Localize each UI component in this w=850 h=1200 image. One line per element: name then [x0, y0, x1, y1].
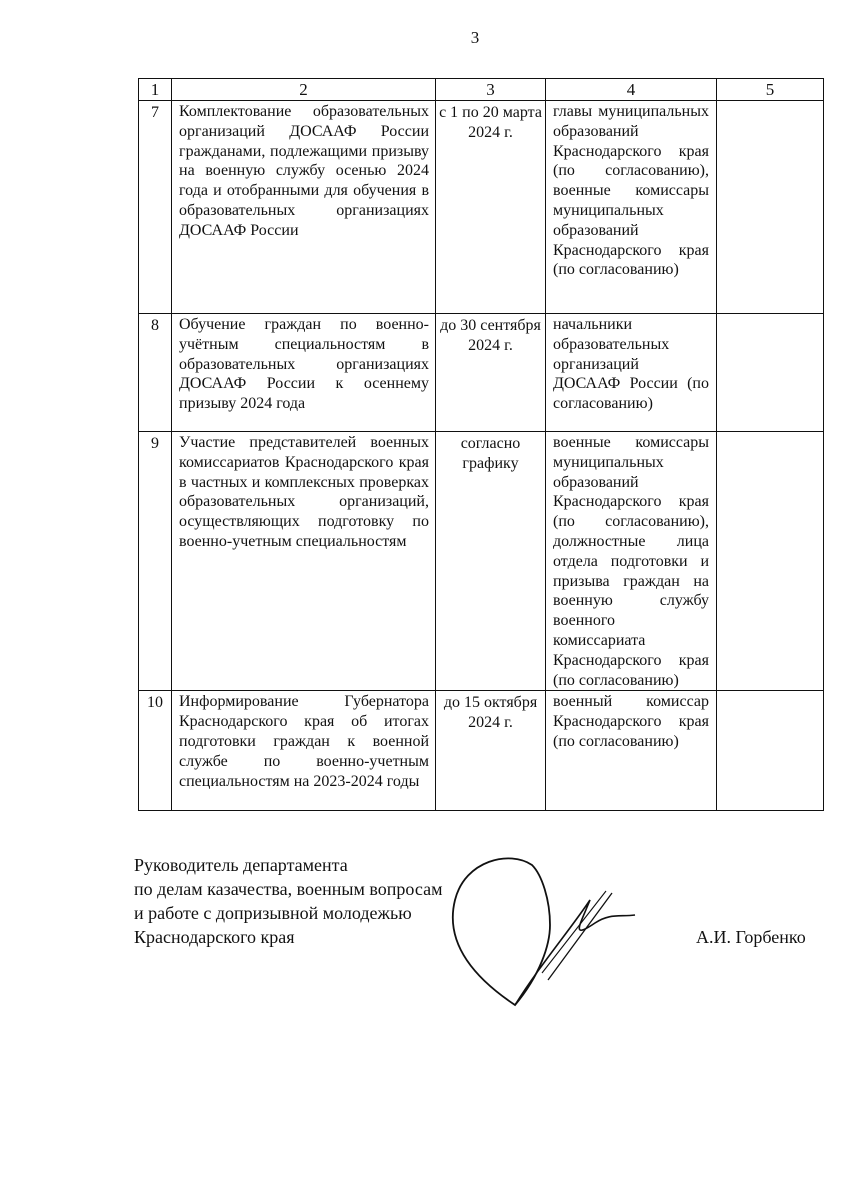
event-responsible: военные комиссары муниципальных образований Краснодарского края (по согласованию), должностные лица отдела подготовки и призыва граждан на военную службу военного комиссариата Краснодарского края (по согласованию): [546, 432, 717, 691]
plan-table: [138, 78, 824, 811]
handwritten-signature: [430, 855, 660, 1015]
event-responsible: военный комиссар Краснодарского края (по согласованию): [546, 691, 717, 811]
header-cell: 5: [717, 79, 824, 101]
position-line: по делам казачества, военным вопросам: [134, 879, 443, 899]
event-note: [717, 432, 824, 691]
table-header-row: [139, 79, 824, 101]
event-deadline: до 15 октября 2024 г.: [436, 691, 546, 811]
header-cell: 2: [172, 79, 436, 101]
row-number: 8: [139, 314, 172, 432]
table-row: [139, 691, 824, 811]
header-cell: 1: [139, 79, 172, 101]
event-responsible: начальники образовательных организаций ДОСААФ России (по согласованию): [546, 314, 717, 432]
position-line: Руководитель департамента: [134, 855, 348, 875]
signer-name: А.И. Горбенко: [696, 927, 806, 947]
row-number: 7: [139, 101, 172, 314]
event-deadline: до 30 сентября 2024 г.: [436, 314, 546, 432]
event-name: Комплектование образовательных организаций ДОСААФ России гражданами, подлежащими призыву на военную службу осенью 2024 года и отобранными для обучения в образовательных организациях ДОСААФ России: [172, 101, 436, 314]
row-number: 10: [139, 691, 172, 811]
row-number: 9: [139, 432, 172, 691]
table-row: [139, 314, 824, 432]
event-note: [717, 691, 824, 811]
event-name: Участие представителей военных комиссариатов Краснодарского края в частных и комплексных проверках образовательных организаций, осуществляющих подготовку по военно-учетным специальностям: [172, 432, 436, 691]
event-name: Информирование Губернатора Краснодарского края об итогах подготовки граждан к военной службе по военно-учетным специальностям на 2023-2024 годы: [172, 691, 436, 811]
header-cell: 3: [436, 79, 546, 101]
event-note: [717, 101, 824, 314]
position-line: Краснодарского края: [134, 927, 295, 947]
event-note: [717, 314, 824, 432]
event-deadline: согласно графику: [436, 432, 546, 691]
page-number: 3: [470, 28, 480, 47]
event-responsible: главы муниципальных образований Краснодарского края (по согласованию), военные комиссары муниципальных образований Краснодарского края (по согласованию): [546, 101, 717, 314]
header-cell: 4: [546, 79, 717, 101]
event-deadline: с 1 по 20 марта 2024 г.: [436, 101, 546, 314]
table-row: [139, 101, 824, 314]
table-row: [139, 432, 824, 691]
position-line: и работе с допризывной молодежью: [134, 903, 412, 923]
event-name: Обучение граждан по военно-учётным специальностям в образовательных организациях ДОСААФ России к осеннему призыву 2024 года: [172, 314, 436, 432]
